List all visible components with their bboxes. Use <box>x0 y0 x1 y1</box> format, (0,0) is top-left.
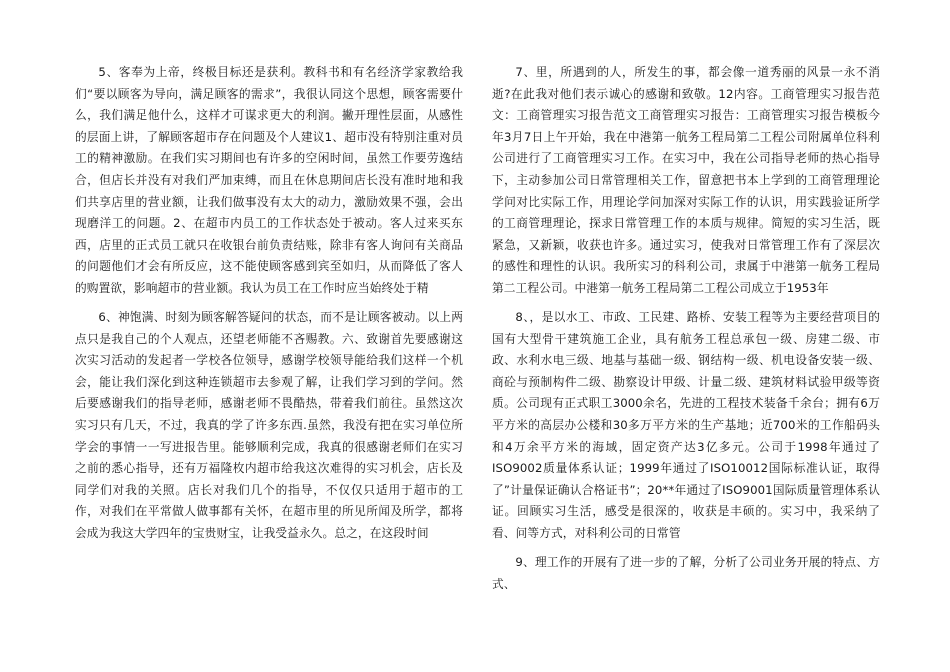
paragraph-7: 7、里，所遇到的人，所发生的事，都会像一道秀丽的风景一永不消逝?在此我对他们表示诚心的感谢和致敬。12内容。工商管理实习报告范文：工商管理实习报告范文工商管理实习报告：工商管理实习报告模板今年3月7日上午开始，我在中港第一航务工程局第二工程公司附属单位科利公司进行了工商管理实习工作。在实习中，我在公司指导老师的热心指导下，主动参加公司日常管理相关工作，留意把书本上学到的工商管理理论学问对比实际工作，用理论学问加深对实际工作的认识，用实践验证所学的工商管理理论，探求日常管理工作的本质与规律。简短的实习生活，既紧急，又新颖，收获也许多。通过实习，使我对日常管理工作有了深层次的感性和理性的认识。我所实习的科利公司，隶属于中港第一航务工程局第二工程公司。中港第一航务工程局第二工程公司成立于1953年 <box>492 65 880 295</box>
paragraph-5: 5、客奉为上帝，终极目标还是获利。教科书和有名经济学家教给我们“要以顾客为导向，满足顾客的需求”，我很认同这个思想，顾客需要什么，我们满足他什么，这样才可谋求更大的利润。撇开理性层面，从感性的层面上讲，了解顾客超市存在问题及个人建议1、超市没有特别注重对员工的精神激励。在我们实习期间也有许多的空闲时间，虽然工作要劳逸结合，但店长并没有对我们严加束缚，而且在休息期间店长没有准时地和我们共享店里的营业额，让我们做事没有太大的动力，激励效果不强，会出现磨洋工的问题。2、在超市内员工的工作状态处于被动。客人过来买东西，店里的正式员工就只在收银台前负责结账，除非有客人询问有关商品的问题他们才会有所反应，这不能使顾客感到宾至如归，从而降低了客人的购置欲，影响超市的营业额。我认为员工在工作时应当始终处于精 <box>75 65 463 295</box>
left-text-column <box>75 62 463 552</box>
paragraph-6: 6、神饱满、时刻为顾客解答疑问的状态，而不是让顾客被动。以上两点只是我自己的个人观点，还望老师能不吝赐教。六、致谢首先要感谢这次实习活动的发起者一学校各位领导，感谢学校领导能给我们这样一个机会，能让我们深化到这种连锁超市去参观了解，让我们学习到的学问。然后要感谢我们的指导老师，感谢老师不畏酷热，带着我们前往。虽然这次实习只有几天，不过，我真的学了许多东西.虽然，我没有把在实习单位所学会的事情一一写进报告里。能够顺利完成，我真的很感谢老师们在实习之前的悉心指导，还有万福隆枚内超市给我这次难得的实习机会，店长及同学们对我的关照。店长对我们几个的指导，不仅仅只适用于超市的工作，对我们在平常做人做事都有关怀，在超市里的所见所闻及所学，都将会成为我这大学四年的宝贵财宝，让我受益永久。总之，在这段时间 <box>75 310 463 540</box>
right-text-column <box>492 62 880 603</box>
paragraph-8: 8、，是以水工、市政、工民建、路桥、安装工程等为主要经营项目的国有大型骨干建筑施工企业，具有航务工程总承包一级、房建二级、市政、水利水电三级、地基与基础一级、钢结构一级、机电设备安装一级、商砼与预制构件二级、勘察设计甲级、计量二级、建筑材料试验甲级等资质。公司现有正式职工3000余名，先进的工程技术装备千余台；拥有6万平方米的高层办公楼和30多万平方米的生产基地；近700米的工作船码头和4万余平方米的海域，固定资产达3亿多元。公司于1998年通过了ISO9002质量体系认证；1999年通过了ISO10012国际标准认证，取得了”计量保证确认合格证书”；20**年通过了ISO9001国际质量管理体系认证。回顾实习生活，感受是很深的，收获是丰硕的。实习中，我采纳了看、问等方式，对科利公司的日常管 <box>492 310 880 540</box>
paragraph-9: 9、理工作的开展有了进一步的了解，分析了公司业务开展的特点、方式、 <box>492 555 880 591</box>
